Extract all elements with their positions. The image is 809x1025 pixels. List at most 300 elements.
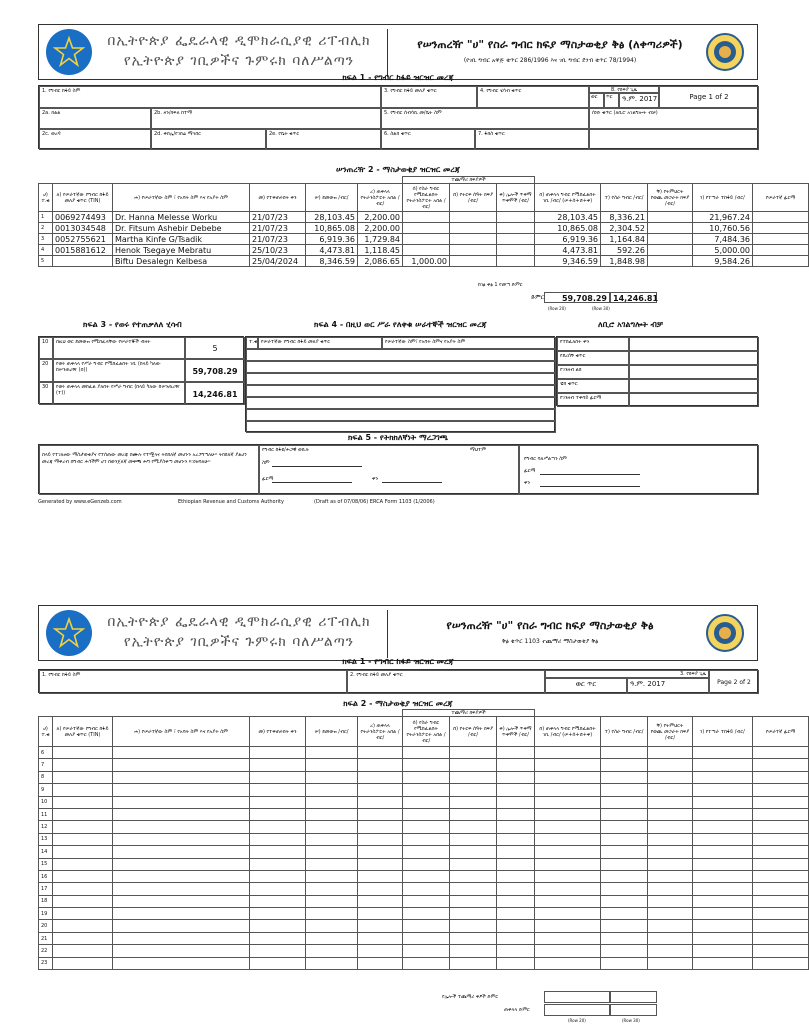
blank-cell[interactable] [53,796,113,808]
blank-cell[interactable] [358,808,403,820]
blank-cell[interactable] [53,808,113,820]
blank-cell[interactable] [113,883,250,895]
blank-cell[interactable] [601,895,648,907]
cell-salary[interactable]: 28,103.45 [306,212,358,223]
blank-cell[interactable] [403,796,450,808]
blank-cell[interactable] [753,821,809,833]
cell-tax[interactable]: 8,336.21 [601,212,648,223]
cell-tin[interactable]: 0015881612 [53,245,113,256]
blank-cell[interactable] [53,895,113,907]
blank-cell[interactable] [113,747,250,759]
blank-cell[interactable] [601,771,648,783]
cell-signature[interactable] [753,223,809,234]
blank-cell[interactable] [753,808,809,820]
cell-name[interactable]: Dr. Hanna Melesse Worku [113,212,250,223]
blank-cell[interactable] [648,846,693,858]
blank-cell[interactable] [693,957,753,969]
blank-cell[interactable] [450,771,497,783]
blank-cell[interactable] [753,833,809,845]
cell-signature[interactable] [753,256,809,267]
cell-taxable-transport[interactable] [403,212,450,223]
blank-cell[interactable] [113,784,250,796]
cell-taxable-transport[interactable] [403,234,450,245]
cell-transport[interactable]: 1,729.84 [358,234,403,245]
blank-cell[interactable] [450,957,497,969]
blank-cell[interactable] [648,796,693,808]
blank-cell[interactable] [53,932,113,944]
cell-other[interactable] [497,223,535,234]
blank-cell[interactable] [450,833,497,845]
blank-cell[interactable] [250,808,306,820]
blank-cell[interactable] [403,808,450,820]
blank-cell[interactable] [403,883,450,895]
blank-cell[interactable] [450,747,497,759]
blank-cell[interactable] [753,908,809,920]
cell-tin[interactable] [53,256,113,267]
blank-cell[interactable] [753,957,809,969]
blank-cell[interactable] [403,821,450,833]
blank-cell[interactable] [358,784,403,796]
blank-cell[interactable] [53,858,113,870]
cell-salary[interactable]: 6,919.36 [306,234,358,245]
blank-cell[interactable] [450,895,497,907]
blank-cell[interactable] [497,808,535,820]
cell-overtime[interactable] [450,234,497,245]
blank-cell[interactable] [753,945,809,957]
blank-cell[interactable] [113,895,250,907]
blank-cell[interactable] [306,883,358,895]
taxpayer-name-field[interactable]: 1. የግብር ከፋይ ስም [39,670,347,694]
blank-cell[interactable] [113,908,250,920]
blank-cell[interactable] [358,771,403,783]
office-value[interactable] [629,351,759,365]
blank-cell[interactable] [113,920,250,932]
blank-cell[interactable] [250,846,306,858]
cell-taxable[interactable]: 28,103.45 [535,212,601,223]
blank-cell[interactable] [601,759,648,771]
cell-no[interactable]: 5 [39,256,53,267]
blank-cell[interactable] [358,858,403,870]
blank-cell[interactable] [306,771,358,783]
month-field[interactable] [545,678,627,694]
blank-cell[interactable] [497,957,535,969]
blank-cell[interactable] [497,858,535,870]
blank-cell[interactable] [693,920,753,932]
blank-cell[interactable] [53,945,113,957]
account-number-field[interactable]: 4. የግብር ሂሳብ ቁጥር [477,86,589,108]
blank-cell[interactable] [403,784,450,796]
blank-cell[interactable] [306,957,358,969]
blank-cell[interactable] [497,796,535,808]
blank-cell[interactable] [535,796,601,808]
blank-cell[interactable] [601,932,648,944]
blank-cell[interactable] [535,759,601,771]
blank-cell[interactable] [53,759,113,771]
cell-date[interactable]: 21/07/23 [250,212,306,223]
blank-cell[interactable] [306,833,358,845]
office-value[interactable] [629,379,759,393]
blank-cell[interactable] [601,821,648,833]
terminated-row[interactable] [246,421,556,433]
blank-cell[interactable] [403,846,450,858]
blank-cell[interactable] [535,821,601,833]
blank-cell[interactable] [753,883,809,895]
cell-transport[interactable]: 1,118.45 [358,245,403,256]
blank-cell[interactable] [693,808,753,820]
blank-cell[interactable] [403,920,450,932]
blank-cell[interactable] [53,957,113,969]
blank-cell[interactable] [648,908,693,920]
blank-cell[interactable] [250,957,306,969]
payer-name-line[interactable] [272,466,362,467]
blank-cell[interactable] [535,771,601,783]
blank-cell[interactable] [753,771,809,783]
cell-tax[interactable]: 1,164.84 [601,234,648,245]
blank-cell[interactable] [648,895,693,907]
blank-cell[interactable] [403,945,450,957]
cell-salary[interactable]: 4,473.81 [306,245,358,256]
blank-cell[interactable] [497,932,535,944]
terminated-row[interactable] [246,373,556,385]
blank-cell[interactable] [450,808,497,820]
blank-cell[interactable] [535,808,601,820]
blank-cell[interactable] [113,858,250,870]
cell-tin[interactable]: 0013034548 [53,223,113,234]
blank-cell[interactable] [306,908,358,920]
cell-overtime[interactable] [450,245,497,256]
blank-cell[interactable] [601,747,648,759]
blank-cell[interactable] [358,870,403,882]
blank-cell[interactable] [450,784,497,796]
cell-no[interactable]: 3 [39,234,53,245]
office-value[interactable] [629,393,759,407]
blank-cell[interactable] [306,858,358,870]
blank-cell[interactable] [601,908,648,920]
blank-cell[interactable] [648,957,693,969]
blank-cell[interactable] [250,932,306,944]
blank-cell[interactable] [693,821,753,833]
blank-cell[interactable] [535,908,601,920]
cell-tin[interactable]: 0052755621 [53,234,113,245]
blank-cell[interactable] [648,759,693,771]
cell-overtime[interactable] [450,223,497,234]
blank-cell[interactable] [358,957,403,969]
blank-cell[interactable] [497,870,535,882]
cell-name[interactable]: Biftu Desalegn Kelbesa [113,256,250,267]
blank-cell[interactable] [693,833,753,845]
blank-cell[interactable] [306,920,358,932]
blank-cell[interactable] [306,808,358,820]
blank-cell[interactable] [450,945,497,957]
blank-cell[interactable] [753,895,809,907]
blank-cell[interactable] [753,870,809,882]
blank-cell[interactable] [250,883,306,895]
blank-cell[interactable] [358,920,403,932]
blank-cell[interactable] [113,796,250,808]
blank-cell[interactable] [693,796,753,808]
blank-cell[interactable] [306,796,358,808]
blank-cell[interactable] [403,759,450,771]
blank-cell[interactable] [497,771,535,783]
blank-cell[interactable] [450,908,497,920]
blank-cell[interactable] [450,821,497,833]
blank-cell[interactable] [403,957,450,969]
blank-cell[interactable] [306,895,358,907]
blank-cell[interactable] [601,796,648,808]
blank-cell[interactable] [113,821,250,833]
blank-cell[interactable] [497,908,535,920]
kebele-field[interactable]: 2d. ቀበሌ/የገበሬ ማኅበር [151,129,266,150]
blank-cell[interactable] [648,821,693,833]
blank-cell[interactable] [648,945,693,957]
blank-cell[interactable] [403,771,450,783]
blank-cell[interactable] [535,858,601,870]
blank-cell[interactable] [648,932,693,944]
blank-cell[interactable] [306,784,358,796]
cell-taxable[interactable]: 4,473.81 [535,245,601,256]
document-number-field[interactable]: ሰነድ ቁጥር (ለቢሮ አገልግሎት ብቻ) [589,108,759,129]
blank-cell[interactable] [250,895,306,907]
blank-cell[interactable] [535,747,601,759]
taxpayer-name-field[interactable]: 1. የግብር ከፋይ ስም [39,86,381,108]
blank-cell[interactable] [648,808,693,820]
blank-cell[interactable] [753,932,809,944]
blank-cell[interactable] [450,932,497,944]
blank-cell[interactable] [535,920,601,932]
blank-cell[interactable] [497,784,535,796]
blank-cell[interactable] [403,747,450,759]
blank-cell[interactable] [358,759,403,771]
cell-net[interactable]: 9,584.26 [693,256,753,267]
cell-name[interactable]: Henok Tsegaye Mebratu [113,245,250,256]
blank-cell[interactable] [306,846,358,858]
blank-cell[interactable] [753,846,809,858]
cell-overtime[interactable] [450,212,497,223]
tin-field[interactable]: 3. የግብር ከፋይ መለያ ቁጥር [381,86,477,108]
cell-signature[interactable] [753,212,809,223]
blank-cell[interactable] [648,833,693,845]
blank-cell[interactable] [306,821,358,833]
blank-cell[interactable] [535,895,601,907]
blank-cell[interactable] [113,870,250,882]
cell-date[interactable]: 25/04/2024 [250,256,306,267]
blank-cell[interactable] [601,784,648,796]
blank-cell[interactable] [113,833,250,845]
office-value[interactable] [629,337,759,351]
blank-cell[interactable] [648,747,693,759]
payer-signature-line[interactable] [272,482,352,483]
blank-cell[interactable] [53,870,113,882]
blank-cell[interactable] [497,747,535,759]
blank-cell[interactable] [497,759,535,771]
blank-cell[interactable] [358,846,403,858]
cell-taxable[interactable]: 9,346.59 [535,256,601,267]
blank-cell[interactable] [250,821,306,833]
blank-cell[interactable] [450,870,497,882]
region-field[interactable]: 2a. ክልል [39,108,151,129]
blank-cell[interactable] [53,920,113,932]
blank-cell[interactable] [693,908,753,920]
terminated-row[interactable] [246,349,556,361]
cell-taxable-transport[interactable] [403,245,450,256]
blank-cell[interactable] [53,883,113,895]
blank-cell[interactable] [753,784,809,796]
cell-no[interactable]: 2 [39,223,53,234]
cell-other[interactable] [497,234,535,245]
cell-transport[interactable]: 2,200.00 [358,212,403,223]
cell-other[interactable] [497,256,535,267]
blank-cell[interactable] [53,846,113,858]
terminated-row[interactable] [246,397,556,409]
year-field[interactable] [627,678,709,694]
blank-cell[interactable] [648,784,693,796]
blank-cell[interactable] [358,945,403,957]
tax-office-field[interactable]: 5. የግብር ሰብሳቢ መ/ቤት ስም [381,108,589,129]
blank-cell[interactable] [693,870,753,882]
blank-cell[interactable] [753,747,809,759]
blank-cell[interactable] [693,945,753,957]
cell-date[interactable]: 25/10/23 [250,245,306,256]
blank-cell[interactable] [693,771,753,783]
blank-cell[interactable] [250,796,306,808]
blank-cell[interactable] [358,932,403,944]
terminated-row[interactable] [246,385,556,397]
blank-cell[interactable] [693,883,753,895]
cell-taxable[interactable]: 6,919.36 [535,234,601,245]
cell-other[interactable] [497,212,535,223]
cell-transport[interactable]: 2,086.65 [358,256,403,267]
blank-cell[interactable] [601,846,648,858]
blank-cell[interactable] [403,932,450,944]
payer-date-line[interactable] [382,482,442,483]
blank-cell[interactable] [601,858,648,870]
blank-cell[interactable] [753,920,809,932]
cell-tax[interactable]: 2,304.52 [601,223,648,234]
cell-tin[interactable]: 0069274493 [53,212,113,223]
blank-cell[interactable] [250,747,306,759]
blank-cell[interactable] [648,858,693,870]
blank-cell[interactable] [535,870,601,882]
blank-cell[interactable] [450,796,497,808]
blank-cell[interactable] [693,784,753,796]
cell-no[interactable]: 1 [39,212,53,223]
blank-cell[interactable] [497,883,535,895]
blank-cell[interactable] [601,945,648,957]
cell-transport[interactable]: 2,200.00 [358,223,403,234]
cell-signature[interactable] [753,234,809,245]
terminated-row[interactable] [246,409,556,421]
terminated-row[interactable] [246,361,556,373]
blank-cell[interactable] [535,784,601,796]
blank-cell[interactable] [601,833,648,845]
blank-cell[interactable] [450,920,497,932]
officer-date-line[interactable] [540,486,640,487]
blank-cell[interactable] [250,784,306,796]
blank-cell[interactable] [403,833,450,845]
blank-cell[interactable] [53,908,113,920]
cell-tax[interactable]: 1,848.98 [601,256,648,267]
blank-cell[interactable] [535,932,601,944]
blank-cell[interactable] [535,945,601,957]
phone-field[interactable]: 6. ስልክ ቁጥር [381,129,475,150]
blank-cell[interactable] [648,771,693,783]
blank-cell[interactable] [601,920,648,932]
blank-cell[interactable] [753,796,809,808]
cell-signature[interactable] [753,245,809,256]
blank-cell[interactable] [693,895,753,907]
blank-cell[interactable] [358,908,403,920]
blank-cell[interactable] [358,747,403,759]
cell-net[interactable]: 5,000.00 [693,245,753,256]
blank-cell[interactable] [450,846,497,858]
blank-cell[interactable] [113,759,250,771]
blank-cell[interactable] [250,759,306,771]
blank-cell[interactable] [497,895,535,907]
blank-cell[interactable] [250,870,306,882]
blank-cell[interactable] [358,883,403,895]
cell-name[interactable]: Martha Kinfe G/Tsadik [113,234,250,245]
cell-cost-sharing[interactable] [648,223,693,234]
blank-cell[interactable] [693,747,753,759]
blank-cell[interactable] [358,796,403,808]
blank-cell[interactable] [693,846,753,858]
blank-cell[interactable] [497,846,535,858]
blank-cell[interactable] [693,858,753,870]
blank-cell[interactable] [753,759,809,771]
blank-cell[interactable] [250,920,306,932]
blank-cell[interactable] [648,870,693,882]
cell-net[interactable]: 21,967.24 [693,212,753,223]
blank-cell[interactable] [535,957,601,969]
blank-cell[interactable] [250,858,306,870]
blank-cell[interactable] [113,808,250,820]
blank-cell[interactable] [535,883,601,895]
blank-cell[interactable] [113,945,250,957]
cell-cost-sharing[interactable] [648,245,693,256]
blank-cell[interactable] [497,833,535,845]
office-value[interactable] [629,365,759,379]
blank-cell[interactable] [601,957,648,969]
blank-cell[interactable] [403,908,450,920]
blank-cell[interactable] [535,833,601,845]
cell-tax[interactable]: 592.26 [601,245,648,256]
month-value[interactable]: ጥር [604,93,619,108]
blank-cell[interactable] [53,747,113,759]
cell-salary[interactable]: 8,346.59 [306,256,358,267]
cell-cost-sharing[interactable] [648,256,693,267]
cell-name[interactable]: Dr. Fitsum Ashebir Debebe [113,223,250,234]
cell-other[interactable] [497,245,535,256]
cell-taxable-transport[interactable]: 1,000.00 [403,256,450,267]
cell-cost-sharing[interactable] [648,212,693,223]
blank-cell[interactable] [306,932,358,944]
blank-cell[interactable] [450,858,497,870]
cell-cost-sharing[interactable] [648,234,693,245]
blank-cell[interactable] [358,895,403,907]
blank-cell[interactable] [306,759,358,771]
blank-cell[interactable] [693,759,753,771]
blank-cell[interactable] [113,771,250,783]
blank-cell[interactable] [53,821,113,833]
woreda-field[interactable]: 2c. ወረዳ [39,129,151,150]
blank-cell[interactable] [306,747,358,759]
blank-cell[interactable] [306,870,358,882]
blank-cell[interactable] [113,957,250,969]
blank-cell[interactable] [601,808,648,820]
blank-cell[interactable] [250,771,306,783]
blank-cell[interactable] [403,858,450,870]
tin-field[interactable]: 2. የግብር ከፋይ መለያ ቁጥር [347,670,545,694]
